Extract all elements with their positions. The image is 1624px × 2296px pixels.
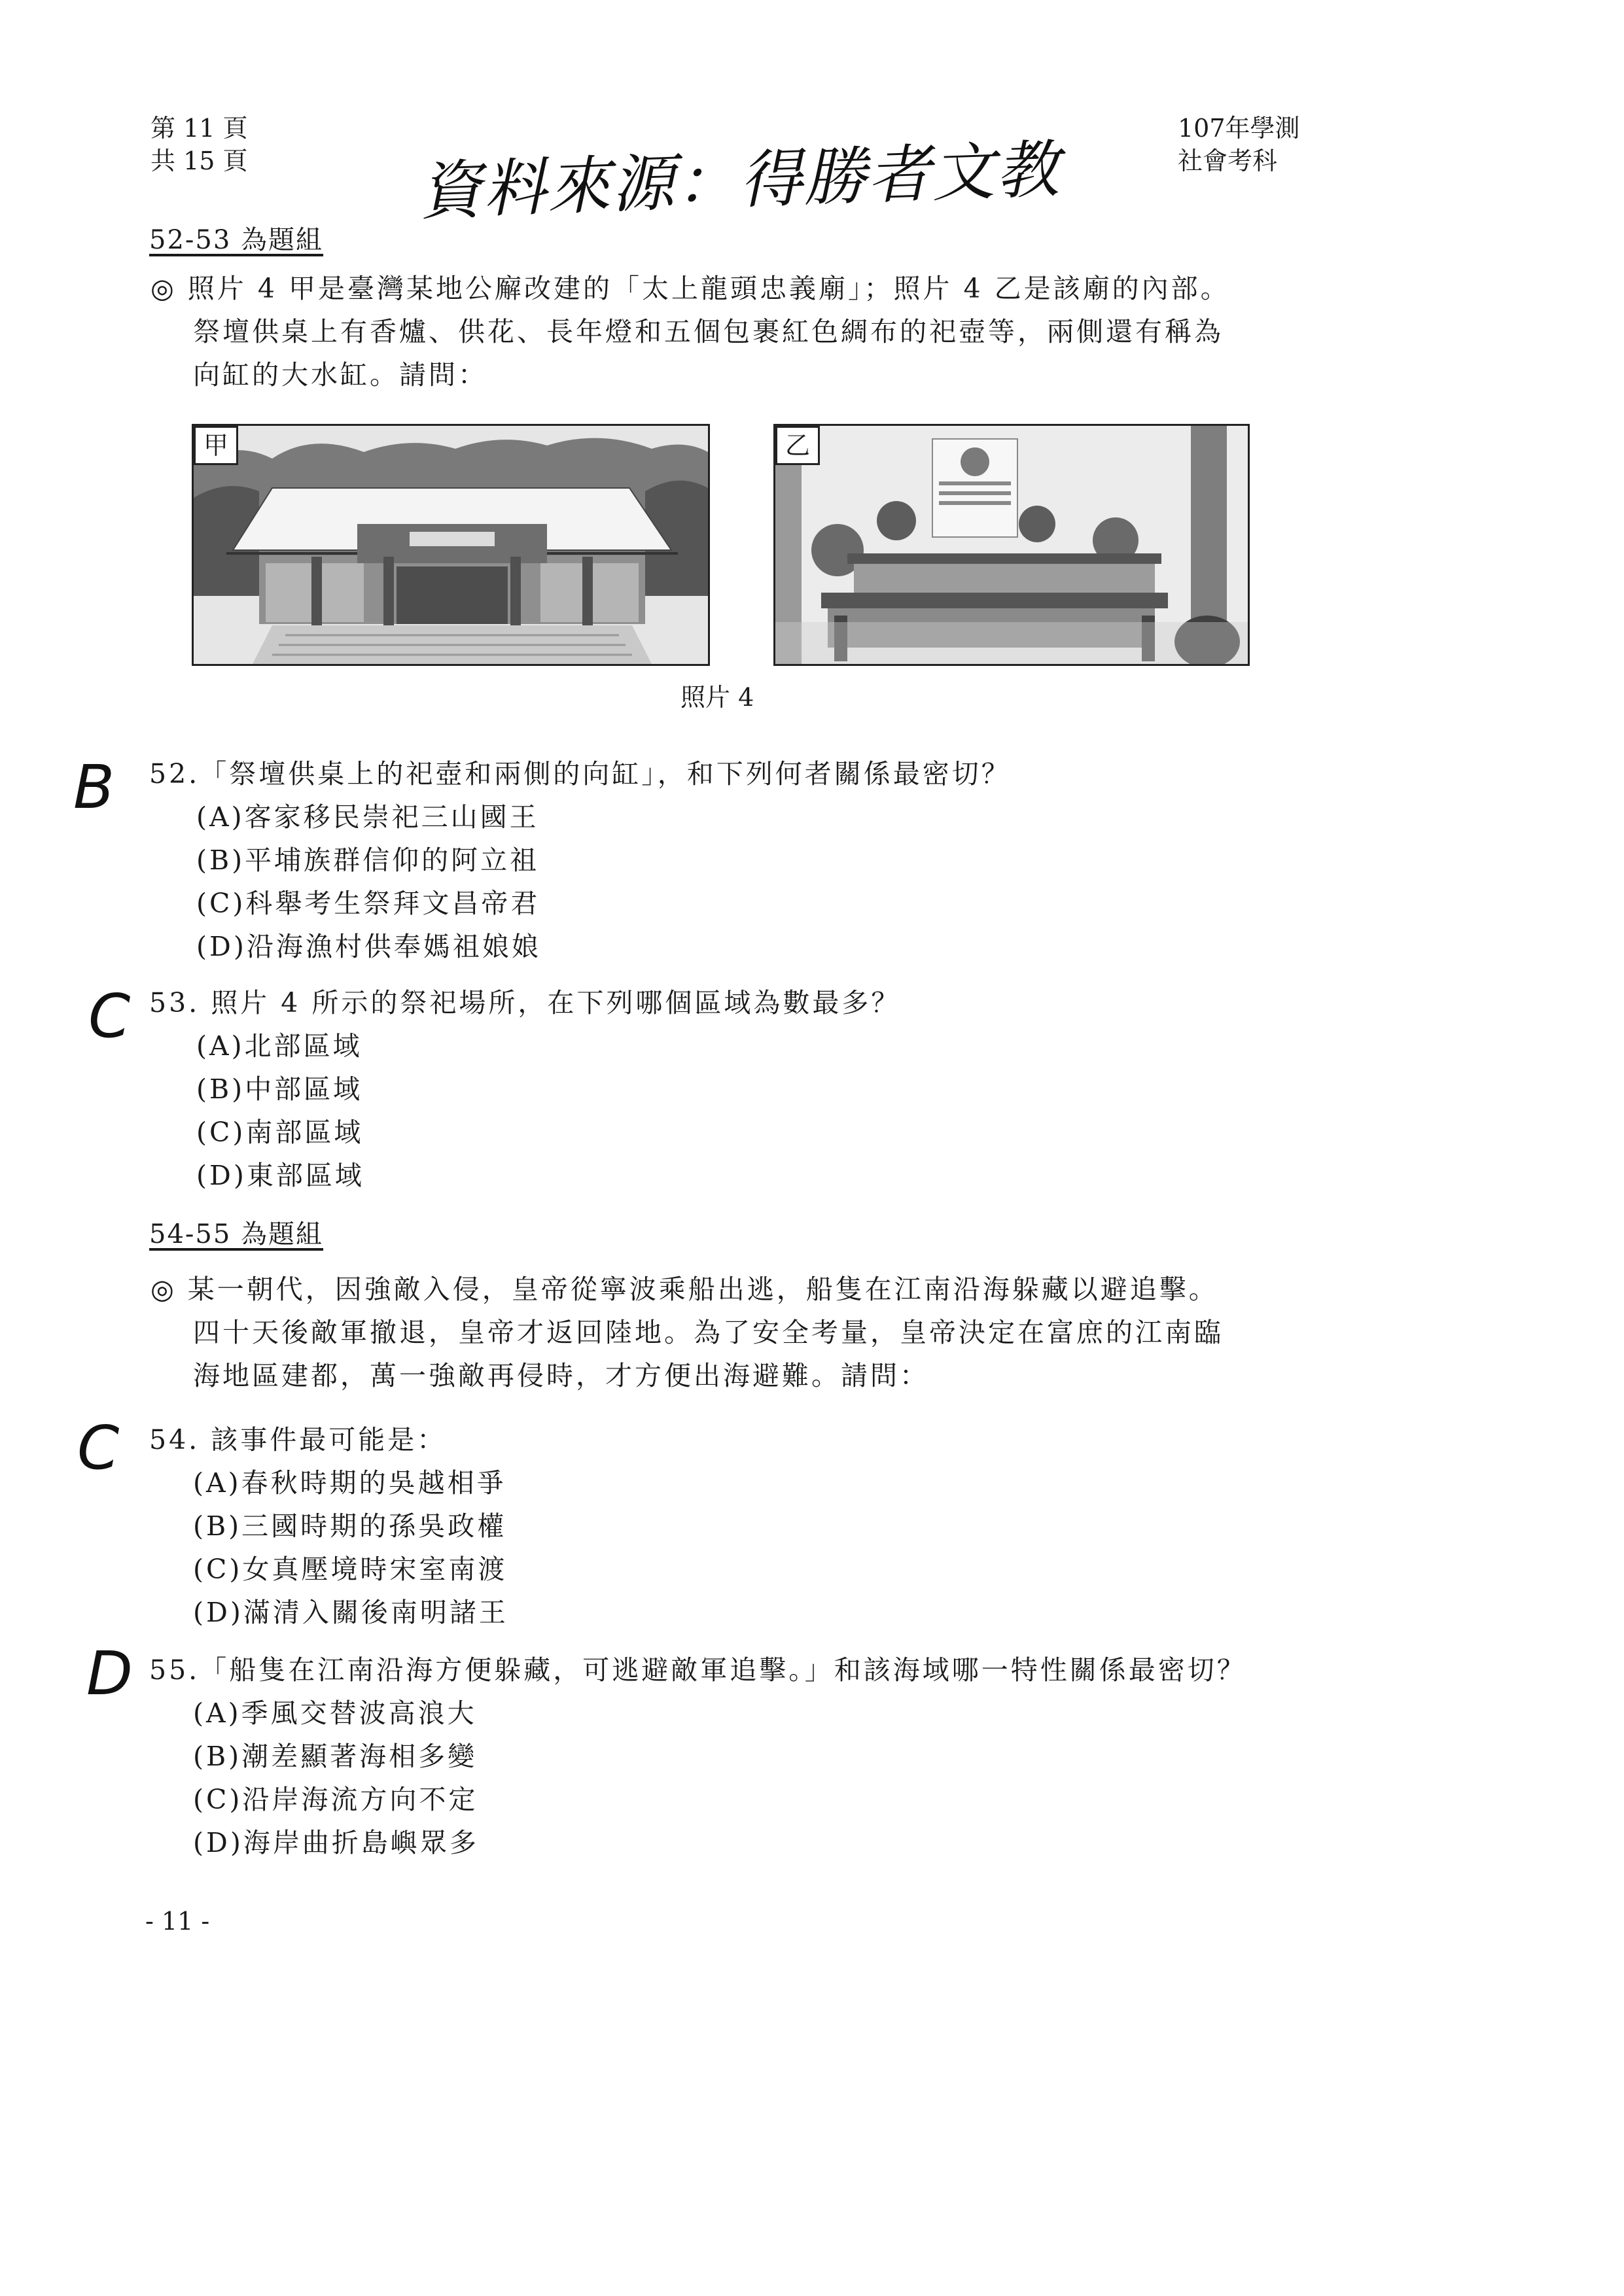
question-55-stem: 55.「船隻在江南沿海方便躲藏，可逃避敵軍追擊。」和該海域哪一特性關係最密切？	[149, 1654, 1246, 1686]
answer-mark-q55: D	[86, 1639, 133, 1709]
question-55-option-c: (C)沿岸海流方向不定	[193, 1784, 478, 1815]
question-54-option-c: (C)女真壓境時宋室南渡	[193, 1554, 508, 1585]
question-54-option-a: (A)春秋時期的吳越相爭	[193, 1467, 506, 1499]
handwritten-source-note: 資料來源：得勝者文教	[417, 132, 1061, 229]
question-53-option-b: (B)中部區域	[196, 1073, 363, 1105]
question-52-option-d: (D)沿海漁村供奉媽祖娘娘	[196, 931, 541, 962]
answer-mark-q52: B	[73, 752, 115, 822]
group-54-55-intro-line-1: ◎ 某一朝代，因強敵入侵，皇帝從寧波乘船出逃，船隻在江南沿海躲藏以避追擊。	[150, 1274, 1218, 1305]
group-52-53-intro-line-2: 祭壇供桌上有香爐、供花、長年燈和五個包裹紅色綢布的祀壺等，兩側還有稱為	[193, 316, 1224, 347]
question-52-stem: 52.「祭壇供桌上的祀壺和兩側的向缸」，和下列何者關係最密切？	[149, 758, 1011, 790]
question-54-option-b: (B)三國時期的孫吳政權	[193, 1510, 507, 1542]
temple-interior-image	[775, 426, 1248, 664]
question-53-stem: 53. 照片 4 所示的祭祀場所，在下列哪個區域為數最多？	[149, 987, 901, 1018]
photo-4-b-temple-interior	[773, 424, 1250, 666]
group-52-53-intro-line-3: 向缸的大水缸。請問：	[193, 359, 487, 391]
question-55-option-d: (D)海岸曲折島嶼眾多	[193, 1827, 479, 1858]
question-53-option-d: (D)東部區域	[196, 1160, 364, 1191]
group-52-53-intro-line-1: ◎ 照片 4 甲是臺灣某地公廨改建的「太上龍頭忠義廟」；照片 4 乙是該廟的內部。	[150, 273, 1230, 304]
subject-name: 社會考科	[1178, 147, 1278, 175]
question-54-stem: 54. 該事件最可能是：	[149, 1424, 447, 1455]
photo-4-a-temple-exterior	[192, 424, 710, 666]
question-55-option-a: (A)季風交替波高浪大	[193, 1697, 477, 1729]
group-54-55-intro-line-3: 海地區建都，萬一強敵再侵時，才方便出海避難。請問：	[193, 1360, 929, 1391]
page-total: 共 15 頁	[150, 147, 248, 175]
group-52-53-title: 52-53 為題組	[149, 225, 324, 255]
page-number: 第 11 頁	[150, 114, 248, 143]
photo-a-label: 甲	[194, 426, 238, 465]
question-53-option-a: (A)北部區域	[196, 1030, 362, 1062]
page-footer-number: - 11 -	[145, 1907, 210, 1936]
question-52-option-c: (C)科舉考生祭拜文昌帝君	[196, 888, 540, 919]
photo-caption: 照片 4	[680, 683, 754, 712]
photo-b-label: 乙	[775, 426, 820, 465]
group-54-55-title: 54-55 為題組	[149, 1219, 324, 1249]
question-52-option-a: (A)客家移民崇祀三山國王	[196, 801, 539, 833]
question-53-option-c: (C)南部區域	[196, 1117, 364, 1148]
temple-exterior-image	[194, 426, 708, 664]
question-54-option-d: (D)滿清入關後南明諸王	[193, 1597, 508, 1628]
answer-mark-q54: C	[77, 1413, 120, 1483]
exam-name: 107年學測	[1178, 114, 1300, 143]
answer-mark-q53: C	[88, 981, 131, 1051]
question-55-option-b: (B)潮差顯著海相多變	[193, 1741, 478, 1772]
question-52-option-b: (B)平埔族群信仰的阿立祖	[196, 844, 540, 876]
group-54-55-intro-line-2: 四十天後敵軍撤退，皇帝才返回陸地。為了安全考量，皇帝決定在富庶的江南臨	[193, 1317, 1224, 1348]
